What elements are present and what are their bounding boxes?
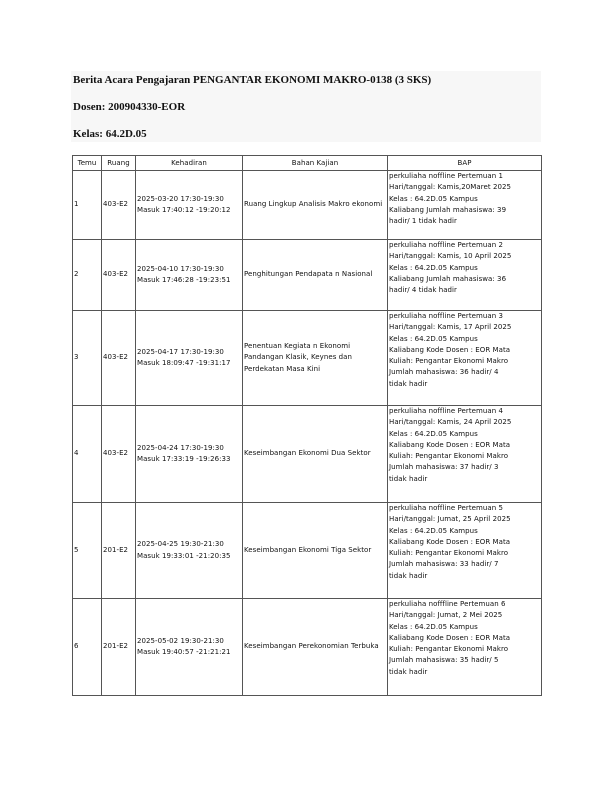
bap-line: Kaliabang Kode Dosen : EOR Mata	[389, 633, 511, 642]
bap-line: Kuliah: Pengantar Ekonomi Makro	[389, 645, 509, 654]
cell-bap	[388, 406, 542, 503]
cell-temu: 6	[73, 599, 102, 696]
bahan-kajian-text: Penentuan Kegiata n Ekonomi Pandangan Klasik, Keynes dan Perdekatan Masa Kini	[244, 342, 352, 373]
bap-line: Kuliah: Pengantar Ekonomi Makro	[389, 549, 509, 558]
bap-line: Kelas : 64.2D.05 Kampus	[389, 526, 478, 535]
bap-line: Kelas : 64.2D.05 Kampus	[389, 263, 478, 272]
bap-line: Kaliabang Kode Dosen : EOR Mata	[389, 537, 511, 546]
bap-line: Jumlah mahasiswa: 35 hadir/ 5	[389, 656, 499, 665]
bap-line: Hari/tanggal: Kamis, 24 April 2025	[389, 418, 512, 427]
cell-ruang: 403-E2	[102, 240, 136, 311]
cell-kehadiran	[136, 503, 243, 599]
cell-temu: 1	[73, 171, 102, 240]
bap-line: Kuliah: Pengantar Ekonomi Makro	[389, 452, 509, 461]
col-header-bap: BAP	[388, 156, 542, 171]
cell-kehadiran	[136, 599, 243, 696]
kehadiran-schedule: 2025-04-17 17:30-19:30	[137, 347, 224, 356]
col-header-kehadiran: Kehadiran	[136, 156, 243, 171]
table-row	[73, 406, 542, 503]
bap-line: perkuliaha noffline Pertemuan 1	[389, 172, 503, 180]
cell-temu: 4	[73, 406, 102, 503]
bap-line: Kaliabang Kode Dosen : EOR Mata	[389, 345, 511, 354]
bap-line: Kaliabang Jumlah mahasiswa: 36	[389, 274, 507, 283]
bap-line: tidak hadir	[389, 571, 428, 580]
table-row	[73, 311, 542, 406]
cell-ruang: 403-E2	[102, 406, 136, 503]
col-header-bahan-kajian: Bahan Kajian	[243, 156, 388, 171]
bap-line: Kelas : 64.2D.05 Kampus	[389, 622, 478, 631]
bap-line: tidak hadir	[389, 379, 428, 388]
bap-line: perkuliaha noffline Pertemuan 2	[389, 241, 503, 249]
lecturer-line: Dosen: 200904330-EOR	[73, 101, 186, 113]
cell-bahan-kajian	[243, 311, 388, 406]
cell-kehadiran	[136, 311, 243, 406]
teaching-record-table	[72, 155, 542, 696]
cell-ruang: 201-E2	[102, 599, 136, 696]
table-row	[73, 171, 542, 240]
bap-line: Jumlah mahasiswa: 36 hadir/ 4	[389, 368, 499, 377]
table-header-row	[73, 156, 542, 171]
cell-bahan-kajian	[243, 503, 388, 599]
cell-ruang: 201-E2	[102, 503, 136, 599]
bap-line: Kaliabang Kode Dosen : EOR Mata	[389, 440, 511, 449]
col-header-temu: Temu	[73, 156, 102, 171]
bap-line: Hari/tanggal: Jumat, 25 April 2025	[389, 515, 511, 524]
bap-line: Kuliah: Pengantar Ekonomi Makro	[389, 357, 509, 366]
cell-kehadiran	[136, 240, 243, 311]
cell-bap	[388, 599, 542, 696]
bap-line: Hari/tanggal: Jumat, 2 Mei 2025	[389, 611, 503, 620]
document-header	[71, 71, 541, 142]
bap-line: Hari/tanggal: Kamis, 17 April 2025	[389, 323, 512, 332]
bahan-kajian-text: Keseimbangan Ekonomi Tiga Sektor	[244, 545, 372, 554]
bap-line: tidak hadir	[389, 667, 428, 676]
kehadiran-schedule: 2025-04-10 17:30-19:30	[137, 264, 224, 273]
kehadiran-checkin: Masuk 17:33:19 -19:26:33	[137, 455, 231, 463]
bap-line: hadir/ 1 tidak hadir	[389, 217, 457, 226]
bap-line: hadir/ 4 tidak hadir	[389, 286, 457, 295]
kehadiran-schedule: 2025-05-02 19:30-21:30	[137, 636, 224, 645]
bap-line: Kaliabang Jumlah mahasiswa: 39	[389, 205, 507, 214]
cell-bap	[388, 240, 542, 311]
document-title: Berita Acara Pengajaran PENGANTAR EKONOMI MAKRO-0138 (3 SKS)	[73, 74, 432, 86]
bap-line: perkuliaha noffline Pertemuan 5	[389, 504, 503, 512]
bap-line: perkuliaha noffline Pertemuan 3	[389, 312, 503, 320]
bahan-kajian-text: Keseimbangan Ekonomi Dua Sektor	[244, 449, 371, 458]
cell-kehadiran	[136, 406, 243, 503]
bap-line: Kelas : 64.2D.05 Kampus	[389, 194, 478, 203]
bahan-kajian-text: Penghitungan Pendapata n Nasional	[244, 270, 373, 279]
bap-line: perkuliaha noffline Pertemuan 4	[389, 407, 503, 415]
cell-kehadiran	[136, 171, 243, 240]
cell-ruang: 403-E2	[102, 171, 136, 240]
kehadiran-schedule: 2025-03-20 17:30-19:30	[137, 194, 224, 203]
cell-temu: 2	[73, 240, 102, 311]
kehadiran-checkin: Masuk 19:40:57 -21:21:21	[137, 648, 231, 656]
cell-bahan-kajian	[243, 240, 388, 311]
table-row	[73, 503, 542, 599]
kehadiran-schedule: 2025-04-24 17:30-19:30	[137, 443, 224, 452]
table-row	[73, 599, 542, 696]
bap-line: Jumlah mahasiswa: 37 hadir/ 3	[389, 463, 499, 472]
kehadiran-checkin: Masuk 17:46:28 -19:23:51	[137, 276, 231, 284]
col-header-ruang: Ruang	[102, 156, 136, 171]
table-row	[73, 240, 542, 311]
cell-bahan-kajian	[243, 599, 388, 696]
bap-line: Jumlah mahasiswa: 33 hadir/ 7	[389, 560, 499, 569]
kehadiran-schedule: 2025-04-25 19:30-21:30	[137, 540, 224, 549]
bahan-kajian-text: Keseimbangan Perekonomian Terbuka	[244, 642, 379, 651]
bap-line: Kelas : 64.2D.05 Kampus	[389, 429, 478, 438]
cell-temu: 5	[73, 503, 102, 599]
bap-line: Hari/tanggal: Kamis,20Maret 2025	[389, 183, 511, 192]
cell-bap	[388, 311, 542, 406]
cell-bahan-kajian	[243, 171, 388, 240]
class-line: Kelas: 64.2D.05	[73, 128, 147, 140]
cell-bap	[388, 171, 542, 240]
cell-bap	[388, 503, 542, 599]
bap-line: tidak hadir	[389, 474, 428, 483]
bahan-kajian-text: Ruang Lingkup Analisis Makro ekonomi	[244, 200, 383, 209]
bap-line: Hari/tanggal: Kamis, 10 April 2025	[389, 252, 512, 261]
kehadiran-checkin: Masuk 17:40:12 -19:20:12	[137, 206, 231, 214]
bap-line: Kelas : 64.2D.05 Kampus	[389, 334, 478, 343]
kehadiran-checkin: Masuk 18:09:47 -19:31:17	[137, 359, 231, 367]
cell-bahan-kajian	[243, 406, 388, 503]
cell-temu: 3	[73, 311, 102, 406]
cell-ruang: 403-E2	[102, 311, 136, 406]
bap-line: perkuliaha nofffline Pertemuan 6	[389, 600, 506, 608]
kehadiran-checkin: Masuk 19:33:01 -21:20:35	[137, 551, 231, 560]
